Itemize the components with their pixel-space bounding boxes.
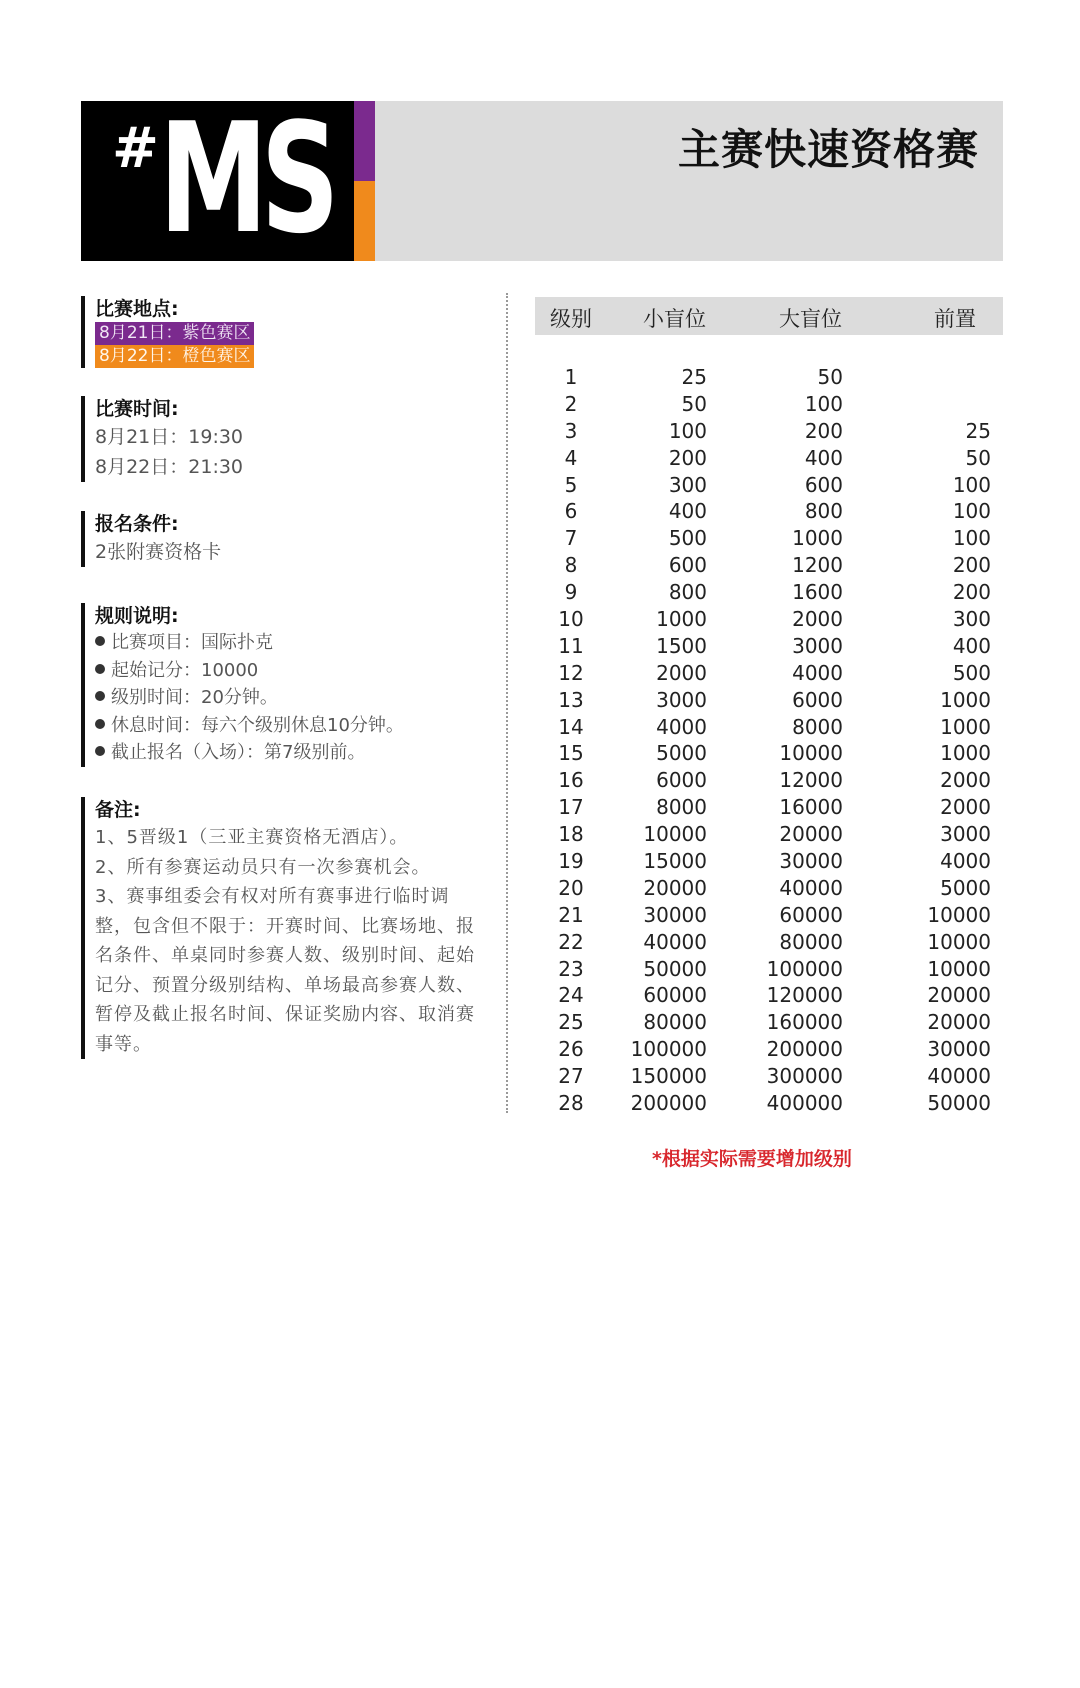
header-small-blind: 小盲位 bbox=[643, 307, 706, 331]
big-blind-cell: 100000 bbox=[766, 956, 843, 981]
big-blind-cell: 400000 bbox=[766, 1091, 843, 1116]
small-blind-cell: 50 bbox=[681, 391, 707, 416]
big-blind-cell: 20000 bbox=[779, 822, 843, 847]
level-cell: 8 bbox=[564, 553, 578, 578]
level-cell: 2 bbox=[564, 391, 578, 416]
level-cell: 15 bbox=[558, 741, 584, 766]
small-blind-cell: 200000 bbox=[630, 1091, 707, 1116]
big-blind-cell: 16000 bbox=[779, 795, 843, 820]
entry-section bbox=[81, 511, 495, 567]
big-blind-cell: 2000 bbox=[792, 607, 843, 632]
ante-cell: 500 bbox=[952, 660, 991, 685]
ante-cell: 4000 bbox=[940, 849, 991, 874]
note-line: 暂停及截止报名时间、保证奖励内容、取消赛 bbox=[95, 1004, 475, 1025]
table-row bbox=[535, 472, 1003, 499]
ante-cell: 2000 bbox=[940, 795, 991, 820]
entry-title: 报名条件: bbox=[95, 513, 179, 535]
ante-cell: 50000 bbox=[927, 1091, 991, 1116]
small-blind-cell: 50000 bbox=[643, 956, 707, 981]
table-row bbox=[535, 902, 1003, 929]
small-blind-cell: 60000 bbox=[643, 983, 707, 1008]
ante-cell: 200 bbox=[952, 553, 991, 578]
ante-cell: 400 bbox=[952, 633, 991, 658]
level-cell: 26 bbox=[558, 1037, 584, 1062]
small-blind-cell: 30000 bbox=[643, 902, 707, 927]
note-line: 事等。 bbox=[95, 1033, 152, 1055]
ante-cell: 30000 bbox=[927, 1037, 991, 1062]
ante-cell: 3000 bbox=[940, 822, 991, 847]
level-cell: 19 bbox=[558, 849, 584, 874]
big-blind-cell: 600 bbox=[804, 472, 843, 497]
note-line: 2、所有参赛运动员只有一次参赛机会。 bbox=[95, 856, 431, 878]
ante-cell: 100 bbox=[952, 526, 991, 551]
rule-item: 起始记分：10000 bbox=[95, 657, 495, 685]
ante-cell: 5000 bbox=[940, 875, 991, 900]
small-blind-cell: 5000 bbox=[656, 741, 707, 766]
big-blind-cell: 200 bbox=[804, 418, 843, 443]
rules-section bbox=[81, 603, 495, 767]
logo-text: MS bbox=[159, 90, 333, 267]
table-row bbox=[535, 525, 1003, 552]
note-line: 记分、预置分级别结构、单场最高参赛人数、 bbox=[95, 974, 475, 996]
time-day1: 8月21日：19:30 bbox=[95, 426, 244, 448]
ante-cell: 50 bbox=[965, 445, 991, 470]
small-blind-cell: 25 bbox=[681, 365, 707, 389]
notes-section bbox=[81, 797, 495, 1059]
level-cell: 4 bbox=[564, 445, 578, 470]
level-cell: 17 bbox=[558, 795, 584, 820]
ante-cell: 1000 bbox=[940, 741, 991, 766]
level-cell: 10 bbox=[558, 607, 584, 632]
big-blind-cell: 60000 bbox=[779, 902, 843, 927]
table-row bbox=[535, 982, 1003, 1009]
ante-cell: 20000 bbox=[927, 983, 991, 1008]
ante-cell: 2000 bbox=[940, 768, 991, 793]
notes-title: 备注: bbox=[95, 799, 141, 821]
small-blind-cell: 3000 bbox=[656, 687, 707, 712]
ante-cell: 20000 bbox=[927, 1010, 991, 1035]
big-blind-cell: 160000 bbox=[766, 1010, 843, 1035]
level-cell: 24 bbox=[558, 983, 584, 1008]
dotted-divider bbox=[506, 293, 508, 1113]
small-blind-cell: 8000 bbox=[656, 795, 707, 820]
level-cell: 21 bbox=[558, 902, 584, 927]
table-row bbox=[535, 1090, 1003, 1117]
level-cell: 7 bbox=[564, 526, 578, 551]
level-cell: 16 bbox=[558, 768, 584, 793]
small-blind-cell: 600 bbox=[668, 553, 707, 578]
note-line: 1、5晋级1（三亚主赛资格无酒店）。 bbox=[95, 827, 409, 848]
small-blind-cell: 2000 bbox=[656, 660, 707, 685]
ante-cell: 40000 bbox=[927, 1064, 991, 1089]
rule-item: 截止报名（入场）：第7级别前。 bbox=[95, 739, 495, 767]
ante-cell: 1000 bbox=[940, 687, 991, 712]
small-blind-cell: 6000 bbox=[656, 768, 707, 793]
big-blind-cell: 4000 bbox=[792, 660, 843, 685]
level-cell: 11 bbox=[558, 633, 584, 658]
note-line: 名条件、单桌同时参赛人数、级别时间、起始 bbox=[95, 945, 475, 966]
note-line: 整，包含但不限于：开赛时间、比赛场地、报 bbox=[95, 915, 475, 937]
bullet-icon bbox=[95, 691, 105, 701]
ms-logo bbox=[81, 90, 354, 267]
page-title: 主赛快速资格赛 bbox=[677, 125, 979, 174]
ante-cell: 10000 bbox=[927, 956, 991, 981]
small-blind-cell: 800 bbox=[668, 580, 707, 605]
ante-cell: 10000 bbox=[927, 902, 991, 927]
table-row bbox=[535, 445, 1003, 472]
level-cell: 9 bbox=[564, 580, 578, 605]
big-blind-cell: 1000 bbox=[792, 526, 843, 551]
level-cell: 23 bbox=[558, 956, 584, 981]
ante-cell: 1000 bbox=[940, 714, 991, 739]
header-big-blind: 大盲位 bbox=[779, 307, 842, 331]
big-blind-cell: 80000 bbox=[779, 929, 843, 954]
table-row bbox=[535, 418, 1003, 445]
level-cell: 20 bbox=[558, 875, 584, 900]
table-row bbox=[535, 794, 1003, 821]
small-blind-cell: 80000 bbox=[643, 1010, 707, 1035]
note-line: 3、赛事组委会有权对所有赛事进行临时调 bbox=[95, 886, 450, 907]
small-blind-cell: 1500 bbox=[656, 633, 707, 658]
ante-cell: 300 bbox=[952, 607, 991, 632]
level-cell: 14 bbox=[558, 714, 584, 739]
purple-stripe bbox=[354, 101, 375, 181]
venue-title: 比赛地点: bbox=[95, 298, 179, 320]
big-blind-cell: 6000 bbox=[792, 687, 843, 712]
table-row bbox=[535, 875, 1003, 902]
table-row bbox=[535, 929, 1003, 956]
table-row bbox=[535, 1063, 1003, 1090]
ante-cell: 10000 bbox=[927, 929, 991, 954]
table-row bbox=[535, 660, 1003, 687]
table-row bbox=[535, 767, 1003, 794]
level-cell: 1 bbox=[564, 365, 578, 389]
table-row bbox=[535, 714, 1003, 741]
table-row bbox=[535, 391, 1003, 418]
level-cell: 3 bbox=[564, 418, 578, 443]
bullet-icon bbox=[95, 746, 105, 756]
big-blind-cell: 8000 bbox=[792, 714, 843, 739]
table-row bbox=[535, 579, 1003, 606]
big-blind-cell: 800 bbox=[804, 499, 843, 524]
table-row bbox=[535, 498, 1003, 525]
level-cell: 28 bbox=[558, 1091, 584, 1116]
big-blind-cell: 120000 bbox=[766, 983, 843, 1008]
small-blind-cell: 20000 bbox=[643, 875, 707, 900]
table-row bbox=[535, 552, 1003, 579]
level-cell: 12 bbox=[558, 660, 584, 685]
small-blind-cell: 15000 bbox=[643, 849, 707, 874]
level-cell: 22 bbox=[558, 929, 584, 954]
table-row bbox=[535, 606, 1003, 633]
time-section bbox=[81, 396, 495, 482]
ante-cell: 100 bbox=[952, 499, 991, 524]
small-blind-cell: 40000 bbox=[643, 929, 707, 954]
level-cell: 18 bbox=[558, 822, 584, 847]
time-day2: 8月22日：21:30 bbox=[95, 456, 244, 478]
small-blind-cell: 10000 bbox=[643, 822, 707, 847]
table-row bbox=[535, 740, 1003, 767]
header-ante: 前置 bbox=[934, 307, 976, 331]
table-row bbox=[535, 364, 1003, 391]
bullet-icon bbox=[95, 719, 105, 729]
big-blind-cell: 3000 bbox=[792, 633, 843, 658]
level-cell: 13 bbox=[558, 687, 584, 712]
table-row bbox=[535, 633, 1003, 660]
blinds-table-body bbox=[535, 364, 1003, 1117]
venue-day1: 8月21日：紫色赛区 bbox=[95, 322, 254, 345]
small-blind-cell: 500 bbox=[668, 526, 707, 551]
table-row bbox=[535, 1036, 1003, 1063]
small-blind-cell: 1000 bbox=[656, 607, 707, 632]
orange-stripe bbox=[354, 181, 375, 261]
venue-day2: 8月22日：橙色赛区 bbox=[95, 345, 254, 368]
small-blind-cell: 200 bbox=[668, 445, 707, 470]
venue-section bbox=[81, 296, 495, 368]
small-blind-cell: 100 bbox=[668, 418, 707, 443]
blinds-table-header bbox=[535, 297, 1003, 335]
small-blind-cell: 4000 bbox=[656, 714, 707, 739]
big-blind-cell: 40000 bbox=[779, 875, 843, 900]
small-blind-cell: 400 bbox=[668, 499, 707, 524]
big-blind-cell: 12000 bbox=[779, 768, 843, 793]
level-cell: 27 bbox=[558, 1064, 584, 1089]
level-cell: 5 bbox=[564, 472, 578, 497]
table-row bbox=[535, 687, 1003, 714]
small-blind-cell: 150000 bbox=[630, 1064, 707, 1089]
big-blind-cell: 100 bbox=[804, 391, 843, 416]
logo-hash: # bbox=[112, 116, 159, 181]
big-blind-cell: 50 bbox=[817, 365, 843, 389]
table-row bbox=[535, 956, 1003, 983]
big-blind-cell: 10000 bbox=[779, 741, 843, 766]
level-cell: 6 bbox=[564, 499, 578, 524]
big-blind-cell: 300000 bbox=[766, 1064, 843, 1089]
big-blind-cell: 400 bbox=[804, 445, 843, 470]
header-level: 级别 bbox=[550, 307, 592, 331]
rule-item: 级别时间：20分钟。 bbox=[95, 684, 495, 712]
big-blind-cell: 200000 bbox=[766, 1037, 843, 1062]
big-blind-cell: 30000 bbox=[779, 849, 843, 874]
time-title: 比赛时间: bbox=[95, 398, 179, 420]
entry-line: 2张附赛资格卡 bbox=[95, 541, 222, 563]
rule-item: 休息时间：每六个级别休息10分钟。 bbox=[95, 712, 495, 740]
table-row bbox=[535, 1009, 1003, 1036]
table-row bbox=[535, 821, 1003, 848]
ante-cell: 25 bbox=[965, 418, 991, 443]
small-blind-cell: 100000 bbox=[630, 1037, 707, 1062]
header-banner bbox=[81, 90, 1003, 267]
rules-title: 规则说明: bbox=[95, 605, 179, 627]
table-row bbox=[535, 848, 1003, 875]
big-blind-cell: 1200 bbox=[792, 553, 843, 578]
rule-item: 比赛项目：国际扑克 bbox=[95, 629, 495, 657]
bullet-icon bbox=[95, 664, 105, 674]
big-blind-cell: 1600 bbox=[792, 580, 843, 605]
ante-cell: 100 bbox=[952, 472, 991, 497]
level-cell: 25 bbox=[558, 1010, 584, 1035]
footnote: *根据实际需要增加级别 bbox=[652, 1148, 852, 1170]
small-blind-cell: 300 bbox=[668, 472, 707, 497]
bullet-icon bbox=[95, 636, 105, 646]
ante-cell: 200 bbox=[952, 580, 991, 605]
